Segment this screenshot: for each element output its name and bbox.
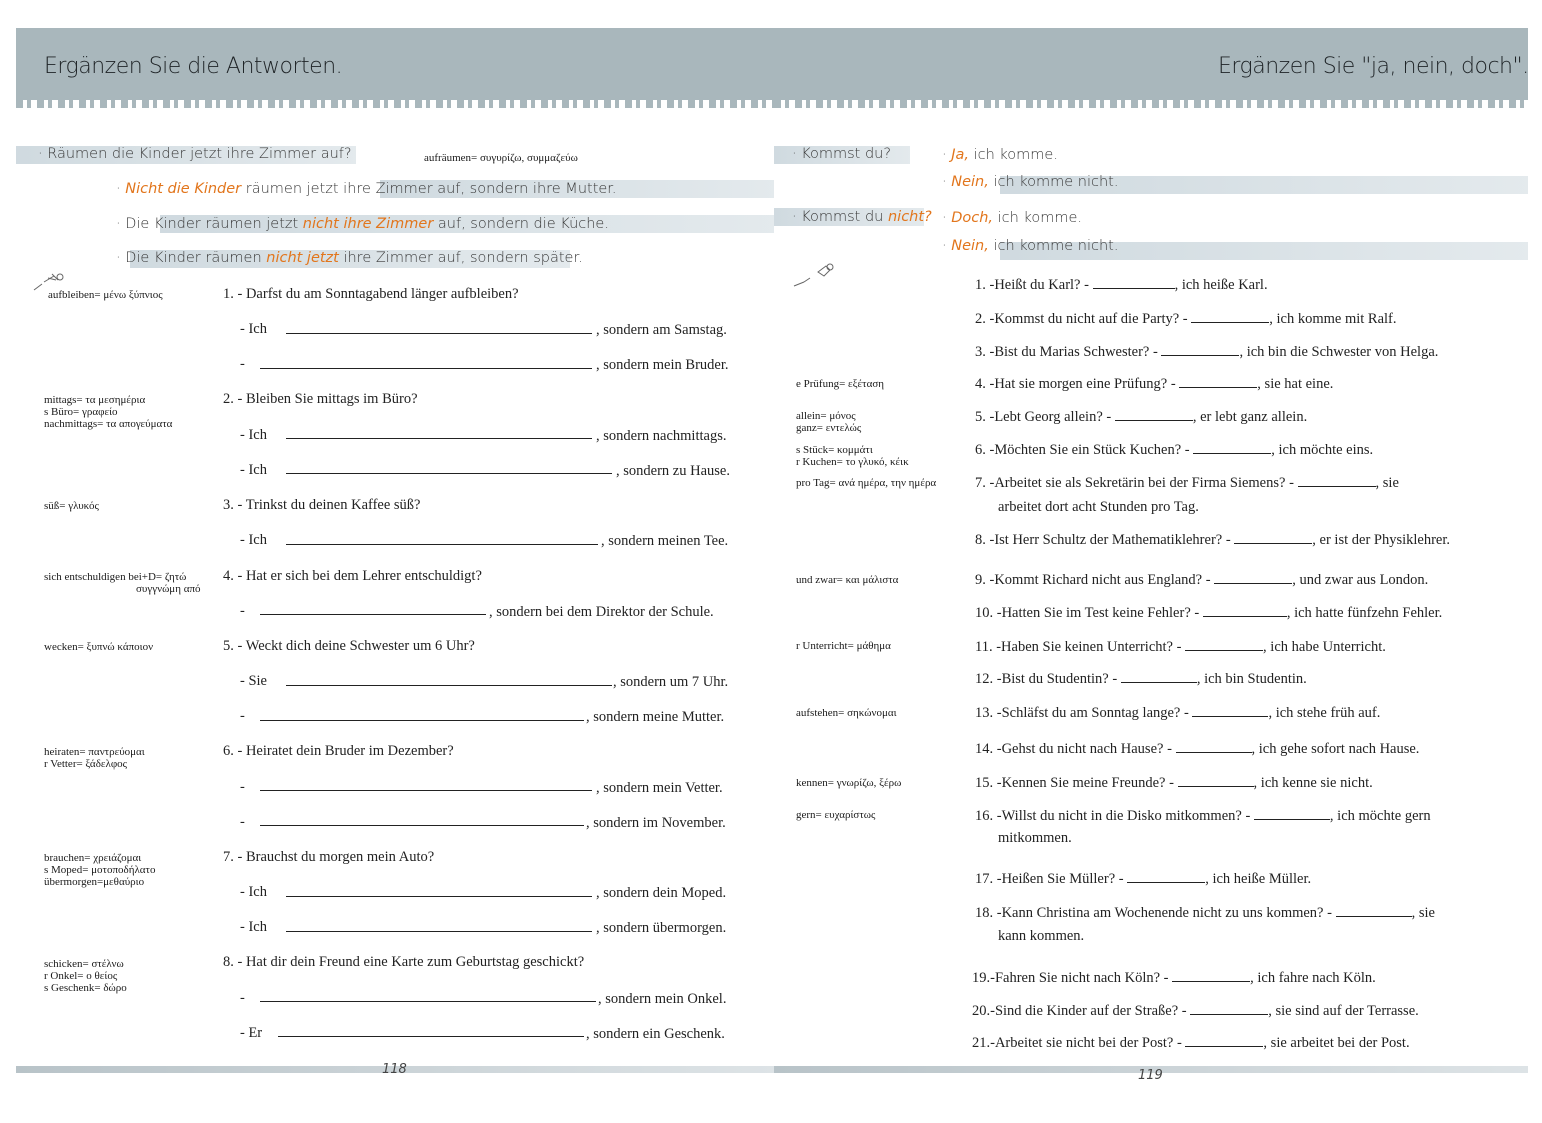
exercise-item-20: 20.-Sind die Kinder auf der Straße? - , sie sind auf der Terrasse. [972, 1003, 1419, 1019]
exercise-question: 6. - Heiratet dein Bruder im Dezember? [223, 743, 454, 759]
answer-blank[interactable] [1093, 277, 1175, 289]
exercise-item-6: 6. -Möchten Sie ein Stück Kuchen? - , ich möchte eins. [975, 442, 1374, 458]
gloss-moped: s Moped= μοτοποδήλατο [44, 864, 156, 876]
answer-prefix: - [240, 356, 245, 372]
answer-blank[interactable] [286, 685, 612, 686]
exercise-item-13: 13. -Schläfst du am Sonntag lange? - , ich stehe früh auf. [975, 705, 1381, 721]
exercise-item-4: 4. -Hat sie morgen eine Prüfung? - , sie hat eine. [975, 376, 1334, 392]
example-answer-ja: · Ja, ich komme. [942, 147, 1058, 163]
answer-suffix: , sondern zu Hause. [616, 463, 730, 479]
answer-blank[interactable] [1203, 605, 1287, 617]
gloss-heiraten: heiraten= παντρεύομαι [44, 746, 145, 758]
answer-blank[interactable] [1191, 311, 1269, 323]
answer-blank[interactable] [1161, 344, 1239, 356]
answer-suffix: , sondern dein Moped. [596, 885, 727, 901]
exercise-item-5: 5. -Lebt Georg allein? - , er lebt ganz allein. [975, 409, 1308, 425]
answer-blank[interactable] [1121, 671, 1197, 683]
pushpin-icon [790, 262, 840, 297]
answer-suffix: , sondern übermorgen. [596, 920, 727, 936]
gloss-unterricht: r Unterricht= μάθημα [796, 640, 891, 652]
answer-blank[interactable] [286, 896, 592, 897]
gloss-und-zwar: und zwar= και μάλιστα [796, 574, 899, 586]
answer-blank[interactable] [1185, 1035, 1263, 1047]
example-answer-nein-1: · Nein, ich komme nicht. [942, 174, 1119, 190]
exercise-question: 1. - Darfst du am Sonntagabend länger aufbleiben? [223, 286, 519, 302]
gloss-aufbleiben: aufbleiben= μένω ξύπνιος [48, 289, 163, 301]
gloss-mittags: mittags= τα μεσημέρια [44, 394, 146, 406]
answer-blank[interactable] [286, 333, 592, 334]
gloss-buero: s Büro= γραφείο [44, 406, 118, 418]
exercise-question: 5. - Weckt dich deine Schwester um 6 Uhr? [223, 638, 475, 654]
answer-prefix: - [240, 779, 245, 795]
gloss-gern: gern= ευχαρίστως [796, 809, 876, 821]
answer-suffix: , sondern mein Vetter. [596, 780, 723, 796]
exercise-item-17: 17. -Heißen Sie Müller? - , ich heiße Müller. [975, 871, 1312, 887]
example-answer-2: · Die Kinder räumen jetzt nicht ihre Zimmer auf, sondern die Küche. [116, 216, 609, 232]
answer-suffix: , sondern meine Mutter. [586, 709, 725, 725]
answer-blank[interactable] [1179, 376, 1257, 388]
answer-prefix: - Ich [240, 427, 267, 443]
answer-prefix: - Ich [240, 884, 267, 900]
gloss-pruefung: e Prüfung= εξέταση [796, 378, 885, 390]
answer-blank[interactable] [260, 1001, 596, 1002]
answer-suffix: , sondern meinen Tee. [601, 533, 729, 549]
answer-blank[interactable] [286, 544, 598, 545]
answer-blank[interactable] [260, 614, 486, 615]
answer-blank[interactable] [278, 1036, 584, 1037]
example-answer-3: · Die Kinder räumen nicht jetzt ihre Zimmer auf, sondern später. [116, 250, 583, 266]
exercise-item-9: 9. -Kommt Richard nicht aus England? - , und zwar aus London. [975, 572, 1429, 588]
answer-prefix: - Ich [240, 919, 267, 935]
answer-blank[interactable] [1193, 442, 1271, 454]
example-question-2: · Kommst du nicht? [792, 209, 932, 225]
exercise-question: 2. - Bleiben Sie mittags im Büro? [223, 391, 418, 407]
answer-prefix: - Ich [240, 532, 267, 548]
gloss-wecken: wecken= ξυπνώ κάποιον [44, 641, 154, 653]
gloss-schicken: schicken= στέλνω [44, 958, 124, 970]
exercise-item-16-continuation: mitkommen. [998, 830, 1072, 846]
answer-blank[interactable] [1115, 409, 1193, 421]
answer-blank[interactable] [1172, 970, 1250, 982]
exercise-item-18-continuation: kann kommen. [998, 928, 1085, 944]
example-answer-nein-2: · Nein, ich komme nicht. [942, 238, 1119, 254]
gloss-entschuldigen-2: συγγνώμη από [136, 583, 201, 595]
exercise-item-16: 16. -Willst du nicht in die Disko mitkommen? - , ich möchte gern [975, 808, 1431, 824]
answer-prefix: - Ich [240, 321, 267, 337]
example-answer-1: · Nicht die Kinder räumen jetzt ihre Zimmer auf, sondern ihre Mutter. [116, 181, 617, 197]
answer-blank[interactable] [286, 931, 592, 932]
exercise-item-12: 12. -Bist du Studentin? - , ich bin Studentin. [975, 671, 1307, 687]
page-number: 119 [1138, 1068, 1163, 1083]
answer-suffix: , sondern mein Onkel. [598, 991, 727, 1007]
exercise-item-14: 14. -Gehst du nicht nach Hause? - , ich gehe sofort nach Hause. [975, 741, 1420, 757]
exercise-item-7: 7. -Arbeitet sie als Sekretärin bei der Firma Siemens? - , sie [975, 475, 1399, 491]
gloss-geschenk: s Geschenk= δώρο [44, 982, 127, 994]
answer-suffix: , sondern mein Bruder. [596, 357, 729, 373]
gloss-pro-tag: pro Tag= ανά ημέρα, την ημέρα [796, 477, 937, 489]
exercise-question: 7. - Brauchst du morgen mein Auto? [223, 849, 435, 865]
gloss-kuchen: r Kuchen= το γλυκό, κέικ [796, 456, 909, 468]
gloss-aufstehen: aufstehen= σηκώνομαι [796, 707, 897, 719]
gloss-brauchen: brauchen= χρειάζομαι [44, 852, 142, 864]
gloss-vetter: r Vetter= ξάδελφος [44, 758, 128, 770]
gloss-suess: süß= γλυκός [44, 500, 99, 512]
answer-prefix: - [240, 990, 245, 1006]
answer-suffix: , sondern nachmittags. [596, 428, 727, 444]
example-gloss: aufräumen= συγυρίζω, συμμαζεύω [424, 152, 578, 164]
example-question-1: · Kommst du? [792, 146, 892, 162]
gloss-uebermorgen: übermorgen=μεθαύριο [44, 876, 145, 888]
example-answer-doch: · Doch, ich komme. [942, 210, 1082, 226]
answer-suffix: , sondern am Samstag. [596, 322, 727, 338]
gloss-allein: allein= μόνος [796, 410, 856, 422]
answer-blank[interactable] [260, 790, 592, 791]
answer-blank[interactable] [1185, 639, 1263, 651]
left-page-title: Ergänzen Sie die Antworten. [44, 54, 343, 79]
example-question: · Räumen die Kinder jetzt ihre Zimmer auf? [38, 146, 352, 162]
exercise-item-21: 21.-Arbeitet sie nicht bei der Post? - , sie arbeitet bei der Post. [972, 1035, 1410, 1051]
answer-blank[interactable] [1254, 808, 1330, 820]
exercise-item-1: 1. -Heißt du Karl? - , ich heiße Karl. [975, 277, 1268, 293]
right-page-title: Ergänzen Sie "ja, nein, doch". [1218, 54, 1529, 79]
exercise-item-11: 11. -Haben Sie keinen Unterricht? - , ich habe Unterricht. [975, 639, 1386, 655]
answer-blank[interactable] [260, 368, 592, 369]
answer-blank[interactable] [1192, 705, 1268, 717]
answer-blank[interactable] [260, 825, 584, 826]
exercise-question: 3. - Trinkst du deinen Kaffee süß? [223, 497, 421, 513]
answer-suffix: , sondern im November. [586, 815, 726, 831]
answer-prefix: - [240, 814, 245, 830]
answer-blank[interactable] [1234, 532, 1312, 544]
exercise-item-8: 8. -Ist Herr Schultz der Mathematiklehrer? - , er ist der Physiklehrer. [975, 532, 1451, 548]
gloss-kennen: kennen= γνωρίζω, ξέρω [796, 777, 902, 789]
gloss-entschuldigen: sich entschuldigen bei+D= ζητώ [44, 571, 187, 583]
answer-prefix: - Ich [240, 462, 267, 478]
answer-blank[interactable] [1336, 905, 1412, 917]
gloss-stueck: s Stück= κομμάτι [796, 444, 873, 456]
answer-blank[interactable] [1127, 871, 1205, 883]
answer-prefix: - [240, 603, 245, 619]
exercise-item-18: 18. -Kann Christina am Wochenende nicht zu uns kommen? - , sie [975, 905, 1435, 921]
answer-blank[interactable] [1176, 741, 1252, 753]
exercise-item-2: 2. -Kommst du nicht auf die Party? - , ich komme mit Ralf. [975, 311, 1397, 327]
answer-prefix: - Sie [240, 673, 267, 689]
answer-blank[interactable] [1178, 775, 1254, 787]
gloss-ganz: ganz= εντελώς [796, 422, 862, 434]
answer-prefix: - Er [240, 1025, 263, 1041]
answer-blank[interactable] [1214, 572, 1292, 584]
answer-blank[interactable] [1298, 475, 1376, 487]
gloss-nachmittags: nachmittags= τα απογεύματα [44, 418, 173, 430]
answer-prefix: - [240, 708, 245, 724]
answer-blank[interactable] [260, 720, 584, 721]
exercise-item-10: 10. -Hatten Sie im Test keine Fehler? - , ich hatte fünfzehn Fehler. [975, 605, 1443, 621]
answer-blank[interactable] [1190, 1003, 1268, 1015]
answer-blank[interactable] [286, 438, 592, 439]
exercise-question: 4. - Hat er sich bei dem Lehrer entschuldigt? [223, 568, 482, 584]
answer-suffix: , sondern bei dem Direktor der Schule. [489, 604, 714, 620]
exercise-item-3: 3. -Bist du Marias Schwester? - , ich bin die Schwester von Helga. [975, 344, 1439, 360]
exercise-item-19: 19.-Fahren Sie nicht nach Köln? - , ich fahre nach Köln. [972, 970, 1376, 986]
answer-suffix: , sondern um 7 Uhr. [613, 674, 729, 690]
gloss-onkel: r Onkel= ο θείος [44, 970, 118, 982]
exercise-item-7-continuation: arbeitet dort acht Stunden pro Tag. [998, 499, 1199, 515]
page-number: 118 [382, 1062, 407, 1077]
exercise-question: 8. - Hat dir dein Freund eine Karte zum Geburtstag geschickt? [223, 954, 585, 970]
answer-blank[interactable] [286, 473, 612, 474]
exercise-item-15: 15. -Kennen Sie meine Freunde? - , ich kenne sie nicht. [975, 775, 1373, 791]
answer-suffix: , sondern ein Geschenk. [586, 1026, 725, 1042]
